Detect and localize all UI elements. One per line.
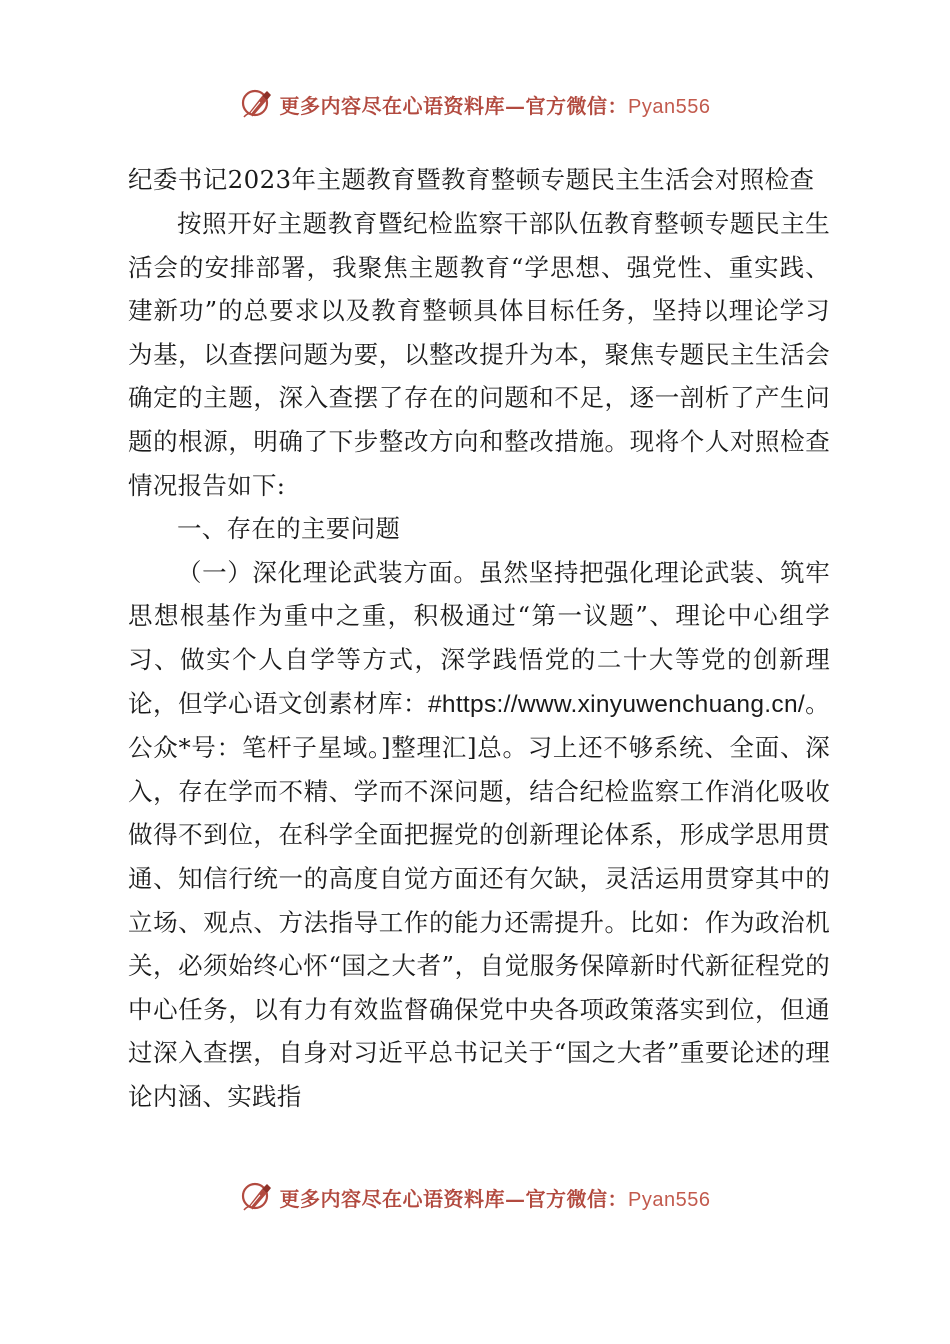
wechat-id: Pyan556 [628, 95, 711, 118]
watermark-banner-bottom [0, 1177, 950, 1217]
item-1-text-rest: 。公众*号：笔杆子星域。]整理汇]总。习上还不够系统、全面、深入，存在学而不精、学而不深问题，结合纪检监察工作消化吸收做得不到位，在科学全面把握党的创新理论体系，形成学思用贯通、知信行统一的高度自觉方面还有欠缺，灵活运用贯穿其中的立场、观点、方法指导工作的能力还需提升。比如：作为政治机关，必须始终心怀“国之大者”，自觉服务保障新时代新征程党的中心任务，以有力有效监督确保党中央各项政策落实到位，但通过深入查摆，自身对习近平总书记关于“国之大者”重要论述的理论内涵、实践指 [128, 688, 830, 1111]
item-1-url: #https://www.xinyuwenchuang.cn/ [427, 690, 805, 718]
watermark-text: 更多内容尽在心语资料库—官方微信：Pyan556 [279, 1186, 711, 1211]
document-body [128, 158, 830, 1118]
section-heading: 一、存在的主要问题 [177, 514, 401, 544]
item-1-paragraph [128, 551, 830, 1119]
fountain-pen-logo-icon [240, 1179, 276, 1215]
intro-paragraph: 按照开好主题教育暨纪检监察干部队伍教育整顿专题民主生活会的安排部署，我聚焦主题教育“学思想、强党性、重实践、建新功”的总要求以及教育整顿具体目标任务，坚持以理论学习为基，以查摆问题为要，以整改提升为本，聚焦专题民主生活会确定的主题，深入查摆了存在的问题和不足，逐一剖析了产生问题的根源，明确了下步整改方向和整改措施。现将个人对照检查情况报告如下: [128, 209, 830, 500]
watermark-text: 更多内容尽在心语资料库—官方微信：Pyan556 [279, 93, 711, 118]
wechat-id: Pyan556 [628, 1188, 711, 1211]
fountain-pen-logo-icon [240, 86, 276, 122]
watermark-banner-top [0, 84, 950, 124]
item-1-text-start: （一）深化理论武装方面。虽然坚持把强化理论武装、筑牢思想根基作为重中之重，积极通过“第一议题”、理论中心组学习、做实个人自学等方式，深学践悟党的二十大等党的创新理论，但学心语文创素材库： [128, 557, 830, 718]
document-title: 纪委书记2023年主题教育暨教育整顿专题民主生活会对照检查 [128, 165, 815, 194]
